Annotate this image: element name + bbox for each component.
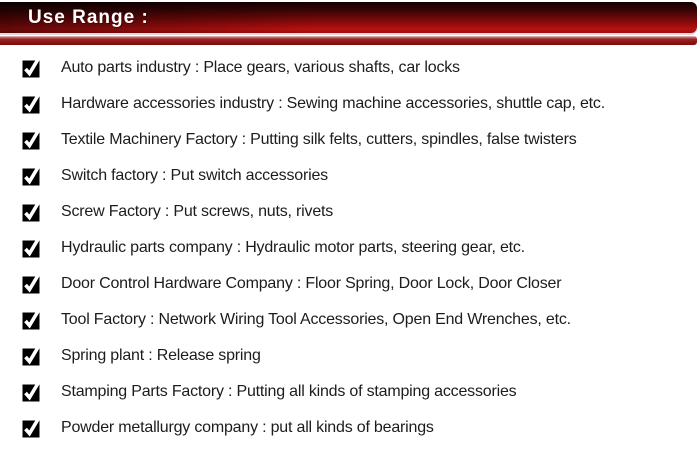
- list-item: [0, 266, 700, 302]
- list-item: [0, 338, 700, 374]
- checkmark-icon: [22, 57, 41, 78]
- checkmark-icon: [22, 345, 41, 366]
- checkmark-icon: [22, 273, 41, 294]
- list-item: [0, 86, 700, 122]
- list-item-text: Stamping Parts Factory : Putting all kinds of stamping accessories: [61, 383, 517, 400]
- checkmark-icon: [22, 417, 41, 438]
- list-item-text: Tool Factory : Network Wiring Tool Accessories, Open End Wrenches, etc.: [61, 311, 571, 328]
- list-item-text: Switch factory : Put switch accessories: [61, 167, 328, 184]
- list-item: [0, 50, 700, 86]
- list-item: [0, 158, 700, 194]
- section-header-banner: [0, 2, 697, 33]
- list-item-text: Door Control Hardware Company : Floor Spring, Door Lock, Door Closer: [61, 275, 562, 292]
- list-item: [0, 122, 700, 158]
- list-item-text: Hardware accessories industry : Sewing machine accessories, shuttle cap, etc.: [61, 95, 605, 112]
- checkmark-icon: [22, 93, 41, 114]
- list-item-text: Screw Factory : Put screws, nuts, rivets: [61, 203, 334, 220]
- list-item: [0, 302, 700, 338]
- list-item: [0, 374, 700, 410]
- checkmark-icon: [22, 237, 41, 258]
- checkmark-icon: [22, 129, 41, 150]
- list-item-text: Powder metallurgy company : put all kinds of bearings: [61, 419, 434, 436]
- list-item-text: Spring plant : Release spring: [61, 347, 261, 364]
- list-item-text: Hydraulic parts company : Hydraulic motor parts, steering gear, etc.: [61, 239, 525, 256]
- list-item-text: Auto parts industry : Place gears, various shafts, car locks: [61, 59, 460, 76]
- checkmark-icon: [22, 201, 41, 222]
- use-range-list: [0, 50, 700, 446]
- checkmark-icon: [22, 165, 41, 186]
- list-item: [0, 194, 700, 230]
- list-item: [0, 410, 700, 446]
- checkmark-icon: [22, 381, 41, 402]
- list-item: [0, 230, 700, 266]
- section-title: Use Range :: [28, 7, 149, 28]
- header-underline-stripe: [0, 36, 697, 45]
- list-item-text: Textile Machinery Factory : Putting silk felts, cutters, spindles, false twisters: [61, 131, 577, 148]
- checkmark-icon: [22, 309, 41, 330]
